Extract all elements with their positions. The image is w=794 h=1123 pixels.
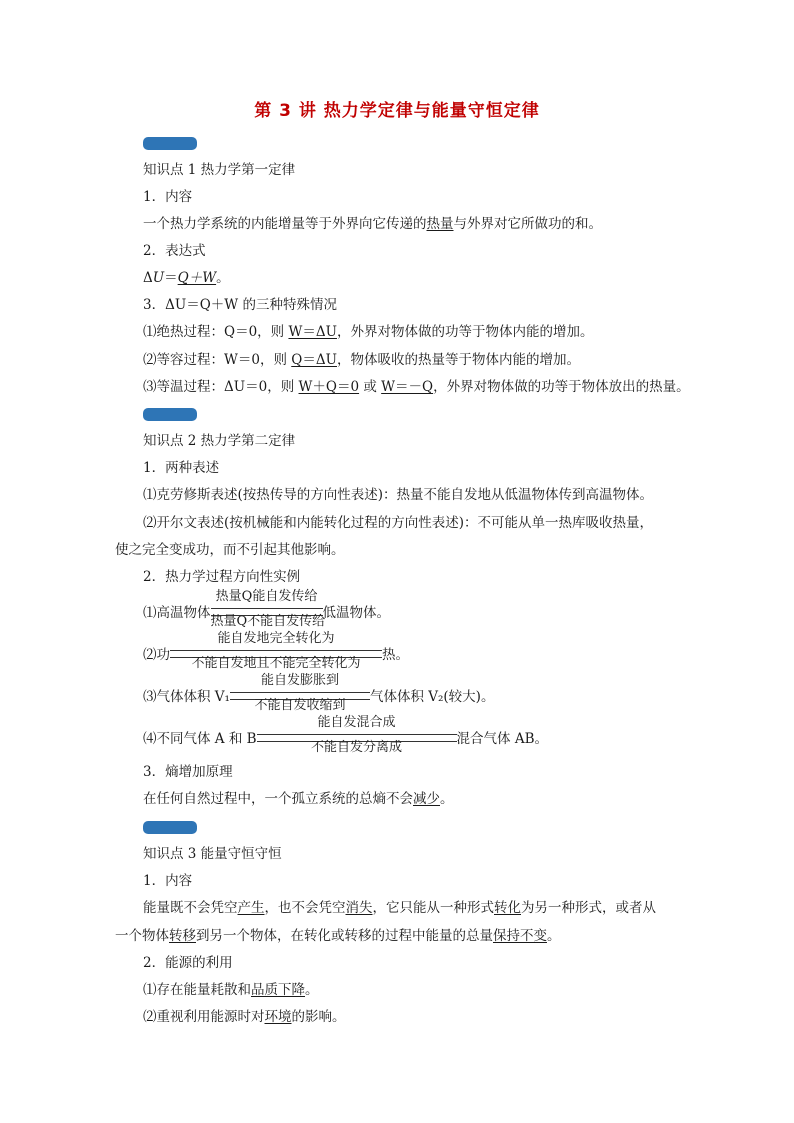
- subheading: 2．热力学过程方向性实例: [143, 569, 301, 585]
- section-bar: [143, 821, 197, 834]
- subheading: 2．能源的利用: [143, 955, 233, 971]
- subheading: 1．两种表述: [143, 460, 220, 476]
- direction-example: ⑷不同气体 A 和 B 能自发混合成 不能自发分离成 混合气体 AB。: [143, 714, 549, 755]
- section-bar: [143, 137, 197, 150]
- paragraph: ⑴存在能量耗散和品质下降。: [143, 982, 319, 998]
- subheading: 3．ΔU＝Q＋W 的三种特殊情况: [143, 297, 337, 313]
- direction-example: ⑶气体体积 V₁ 能自发膨胀到 不能自发收缩到 气体体积 V₂(较大)。: [143, 672, 495, 713]
- section-heading: 知识点 2 热力学第二定律: [143, 433, 296, 449]
- page-title: 第 3 讲 热力学定律与能量守恒定律: [254, 101, 540, 121]
- subheading: 3．熵增加原理: [143, 764, 233, 780]
- subheading: 2．表达式: [143, 243, 206, 259]
- paragraph: 在任何自然过程中，一个孤立系统的总熵不会减少。: [143, 791, 454, 807]
- direction-example: ⑴高温物体 热量Q能自发传给 热量Q不能自发传给 低温物体。: [143, 588, 390, 629]
- double-arrow-icon: 能自发膨胀到 不能自发收缩到: [230, 689, 370, 707]
- paragraph: 使之完全变成功，而不引起其他影响。: [115, 542, 345, 558]
- paragraph: 能量既不会凭空产生，也不会凭空消失，它只能从一种形式转化为另一种形式，或者从: [143, 900, 656, 916]
- paragraph: 一个热力学系统的内能增量等于外界向它传递的热量与外界对它所做功的和。: [143, 216, 602, 232]
- section-bar: [143, 408, 197, 421]
- section-heading: 知识点 1 热力学第一定律: [143, 162, 296, 178]
- paragraph: ⑶等温过程：ΔU＝0，则 W＋Q＝0 或 W＝－Q，外界对物体做的功等于物体放出的热量。: [143, 379, 690, 395]
- paragraph: 一个物体转移到另一个物体，在转化或转移的过程中能量的总量保持不变。: [115, 928, 561, 944]
- paragraph: ⑴绝热过程：Q＝0，则 W＝ΔU，外界对物体做的功等于物体内能的增加。: [143, 324, 594, 340]
- subheading: 1．内容: [143, 873, 193, 889]
- paragraph: ⑴克劳修斯表述(按热传导的方向性表述)：热量不能自发地从低温物体传到高温物体。: [143, 487, 654, 503]
- paragraph: ⑵开尔文表述(按机械能和内能转化过程的方向性表述)：不可能从单一热库吸收热量，: [143, 515, 654, 531]
- double-arrow-icon: 热量Q能自发传给 热量Q不能自发传给: [210, 588, 326, 629]
- paragraph: ⑵重视利用能源时对环境的影响。: [143, 1009, 346, 1025]
- paragraph: ⑵等容过程：W＝0，则 Q＝ΔU，物体吸收的热量等于物体内能的增加。: [143, 352, 580, 368]
- direction-example: ⑵功 能自发地完全转化为 不能自发地且不能完全转化为 热。: [143, 630, 409, 671]
- double-arrow-icon: 能自发混合成 不能自发分离成: [257, 731, 457, 749]
- double-arrow-icon: 能自发地完全转化为 不能自发地且不能完全转化为: [170, 647, 382, 665]
- section-heading: 知识点 3 能量守恒守恒: [143, 846, 282, 862]
- subheading: 1．内容: [143, 189, 193, 205]
- formula: ΔU＝Q＋W。: [143, 270, 230, 286]
